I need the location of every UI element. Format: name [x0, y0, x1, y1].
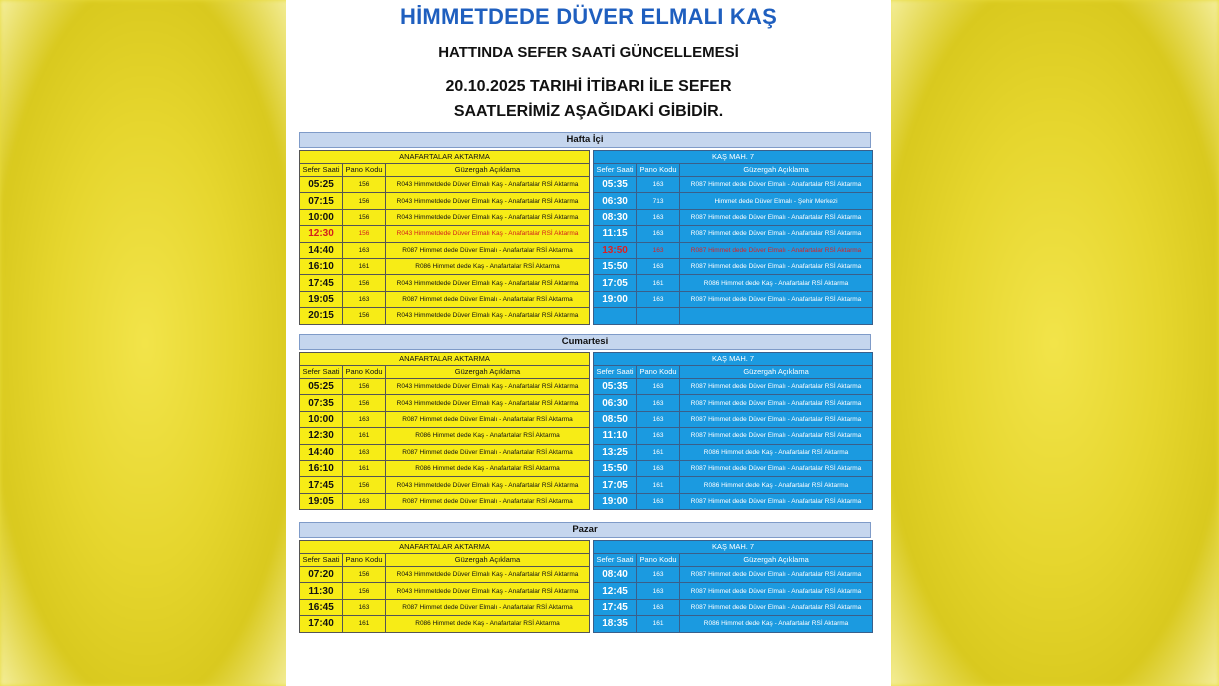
table-row [594, 379, 873, 395]
column-header-time: Sefer Saati [594, 164, 637, 177]
column-header-time: Sefer Saati [594, 554, 637, 567]
route-code: 163 [637, 177, 680, 193]
notice-line-2: SAATLERİMİZ AŞAĞIDAKİ GİBİDİR. [453, 103, 724, 120]
background-left [0, 0, 290, 686]
anafartalar-departures-table [299, 352, 590, 510]
departure-time: 17:40 [300, 616, 343, 632]
table-row [594, 616, 873, 632]
notice-line-1: 20.10.2025 TARIHİ İTİBARI İLE SEFER [445, 78, 732, 95]
departure-time: 17:05 [594, 275, 637, 291]
route-code: 161 [637, 477, 680, 493]
column-header-code: Pano Kodu [637, 554, 680, 567]
column-header-code: Pano Kodu [343, 554, 386, 567]
departure-time: 07:15 [300, 193, 343, 209]
route-code: 156 [343, 193, 386, 209]
route-description: R043 Himmetdede Düver Elmalı Kaş - Anafartalar RSİ Aktarma [386, 209, 590, 225]
column-header-time: Sefer Saati [594, 366, 637, 379]
departure-time: 05:35 [594, 177, 637, 193]
departure-time: 07:35 [300, 395, 343, 411]
departure-time: 16:45 [300, 599, 343, 615]
route-description: R086 Himmet dede Kaş - Anafartalar RSİ Aktarma [386, 460, 590, 476]
route-description: R087 Himmet dede Düver Elmalı - Anafartalar RSİ Aktarma [680, 411, 873, 427]
departure-time: 14:40 [300, 242, 343, 258]
schedule-page [286, 0, 891, 686]
route-description: R087 Himmet dede Düver Elmalı - Anafartalar RSİ Aktarma [680, 209, 873, 225]
route-code: 713 [637, 193, 680, 209]
departure-time: 15:50 [594, 460, 637, 476]
route-code: 163 [637, 209, 680, 225]
route-description: R043 Himmetdede Düver Elmalı Kaş - Anafartalar RSİ Aktarma [386, 583, 590, 599]
route-code: 163 [637, 567, 680, 583]
table-row [594, 583, 873, 599]
route-code: 161 [343, 616, 386, 632]
route-description: R087 Himmet dede Düver Elmalı - Anafartalar RSİ Aktarma [680, 428, 873, 444]
route-code: 163 [343, 599, 386, 615]
table-row [594, 193, 873, 209]
table-row [594, 395, 873, 411]
departure-time: 07:20 [300, 567, 343, 583]
kas-departures-table [593, 352, 873, 510]
table-row [594, 599, 873, 615]
route-description: R086 Himmet dede Kaş - Anafartalar RSİ Aktarma [680, 616, 873, 632]
table-row [594, 477, 873, 493]
departure-time: 06:30 [594, 395, 637, 411]
section-heading: Pazar [299, 522, 871, 538]
stop-name-header: KAŞ MAH. 7 [594, 541, 873, 554]
stop-name-header: KAŞ MAH. 7 [594, 151, 873, 164]
departure-time: 05:35 [594, 379, 637, 395]
departure-time: 13:25 [594, 444, 637, 460]
route-description: R043 Himmetdede Düver Elmalı Kaş - Anafartalar RSİ Aktarma [386, 177, 590, 193]
route-code: 163 [343, 291, 386, 307]
route-description: R086 Himmet dede Kaş - Anafartalar RSİ Aktarma [386, 258, 590, 274]
stop-name-header: ANAFARTALAR AKTARMA [300, 151, 590, 164]
column-header-code: Pano Kodu [343, 164, 386, 177]
table-row [300, 258, 590, 274]
route-description: R086 Himmet dede Kaş - Anafartalar RSİ Aktarma [386, 616, 590, 632]
column-header-code: Pano Kodu [343, 366, 386, 379]
route-code: 161 [343, 428, 386, 444]
route-code: 156 [343, 395, 386, 411]
route-code: 156 [343, 477, 386, 493]
route-code: 163 [637, 411, 680, 427]
column-header-route: Güzergah Açıklama [680, 366, 873, 379]
table-row [594, 242, 873, 258]
route-description: R087 Himmet dede Düver Elmalı - Anafartalar RSİ Aktarma [386, 599, 590, 615]
departure-time: 15:50 [594, 258, 637, 274]
route-description: R043 Himmetdede Düver Elmalı Kaş - Anafartalar RSİ Aktarma [386, 395, 590, 411]
departure-time: 17:45 [594, 599, 637, 615]
table-row [300, 567, 590, 583]
route-code: 163 [343, 411, 386, 427]
table-row [300, 599, 590, 615]
column-header-code: Pano Kodu [637, 366, 680, 379]
kas-departures-table [593, 150, 873, 325]
schedule-section [299, 334, 871, 510]
departure-time: 12:30 [300, 428, 343, 444]
route-description: R087 Himmet dede Düver Elmalı - Anafartalar RSİ Aktarma [680, 395, 873, 411]
departure-time: 17:45 [300, 275, 343, 291]
route-description: R087 Himmet dede Düver Elmalı - Anafartalar RSİ Aktarma [386, 411, 590, 427]
route-code: 161 [637, 444, 680, 460]
departure-time: 20:15 [300, 308, 343, 324]
table-row [594, 567, 873, 583]
route-code: 163 [637, 258, 680, 274]
route-description: R087 Himmet dede Düver Elmalı - Anafartalar RSİ Aktarma [680, 567, 873, 583]
departure-time: 08:40 [594, 567, 637, 583]
schedule-section [299, 132, 871, 325]
column-header-route: Güzergah Açıklama [386, 164, 590, 177]
departure-time: 05:25 [300, 177, 343, 193]
departure-time: 10:00 [300, 209, 343, 225]
table-row [594, 275, 873, 291]
column-header-route: Güzergah Açıklama [386, 366, 590, 379]
table-row [300, 291, 590, 307]
departure-time: 19:00 [594, 291, 637, 307]
route-description [680, 308, 873, 324]
table-row [300, 460, 590, 476]
background-right [889, 0, 1219, 686]
departure-time: 16:10 [300, 460, 343, 476]
table-row [594, 177, 873, 193]
route-description: R043 Himmetdede Düver Elmalı Kaş - Anafartalar RSİ Aktarma [386, 193, 590, 209]
route-code: 156 [343, 275, 386, 291]
departure-time: 08:50 [594, 411, 637, 427]
route-description: R087 Himmet dede Düver Elmalı - Anafartalar RSİ Aktarma [680, 258, 873, 274]
route-description: R086 Himmet dede Kaş - Anafartalar RSİ Aktarma [386, 428, 590, 444]
stop-name-header: KAŞ MAH. 7 [594, 353, 873, 366]
departure-time: 05:25 [300, 379, 343, 395]
table-row [300, 226, 590, 242]
table-row [300, 477, 590, 493]
route-description: R043 Himmetdede Düver Elmalı Kaş - Anafartalar RSİ Aktarma [386, 275, 590, 291]
route-code: 156 [343, 308, 386, 324]
departure-time [594, 308, 637, 324]
route-description: R087 Himmet dede Düver Elmalı - Anafartalar RSİ Aktarma [680, 291, 873, 307]
departure-time: 11:15 [594, 226, 637, 242]
departure-time: 12:45 [594, 583, 637, 599]
route-description: R086 Himmet dede Kaş - Anafartalar RSİ Aktarma [680, 275, 873, 291]
route-code: 161 [343, 460, 386, 476]
route-description: R087 Himmet dede Düver Elmalı - Anafartalar RSİ Aktarma [680, 493, 873, 509]
route-description: R087 Himmet dede Düver Elmalı - Anafartalar RSİ Aktarma [386, 291, 590, 307]
route-code: 156 [343, 177, 386, 193]
table-row [594, 258, 873, 274]
column-header-time: Sefer Saati [300, 164, 343, 177]
route-code: 163 [637, 493, 680, 509]
table-row [300, 583, 590, 599]
column-header-route: Güzergah Açıklama [386, 554, 590, 567]
route-code: 156 [343, 226, 386, 242]
departure-time: 16:10 [300, 258, 343, 274]
route-description: R043 Himmetdede Düver Elmalı Kaş - Anafartalar RSİ Aktarma [386, 477, 590, 493]
route-code: 163 [637, 428, 680, 444]
table-row [594, 493, 873, 509]
column-header-route: Güzergah Açıklama [680, 164, 873, 177]
table-row [594, 444, 873, 460]
column-header-route: Güzergah Açıklama [680, 554, 873, 567]
page-subtitle: HATTINDA SEFER SAATİ GÜNCELLEMESİ [438, 44, 739, 61]
departure-time: 19:05 [300, 291, 343, 307]
schedule-section [299, 522, 871, 633]
departure-time: 19:00 [594, 493, 637, 509]
table-row [300, 395, 590, 411]
departure-time: 10:00 [300, 411, 343, 427]
table-row [300, 411, 590, 427]
route-code: 163 [637, 460, 680, 476]
route-description: R087 Himmet dede Düver Elmalı - Anafartalar RSİ Aktarma [680, 379, 873, 395]
route-description: R087 Himmet dede Düver Elmalı - Anafartalar RSİ Aktarma [680, 460, 873, 476]
table-row [594, 428, 873, 444]
table-row [300, 193, 590, 209]
route-code: 163 [637, 379, 680, 395]
route-code: 161 [343, 258, 386, 274]
table-row [300, 177, 590, 193]
route-code: 163 [343, 444, 386, 460]
route-description: R087 Himmet dede Düver Elmalı - Anafartalar RSİ Aktarma [680, 583, 873, 599]
departure-time: 12:30 [300, 226, 343, 242]
table-row [300, 242, 590, 258]
table-row [300, 493, 590, 509]
route-code: 156 [343, 567, 386, 583]
route-code: 156 [343, 209, 386, 225]
table-row [300, 308, 590, 324]
table-row [300, 616, 590, 632]
column-header-time: Sefer Saati [300, 366, 343, 379]
route-code: 163 [637, 599, 680, 615]
table-row [594, 209, 873, 225]
column-header-time: Sefer Saati [300, 554, 343, 567]
table-row [300, 275, 590, 291]
departure-time: 19:05 [300, 493, 343, 509]
route-code: 163 [343, 493, 386, 509]
route-description: R087 Himmet dede Düver Elmalı - Anafartalar RSİ Aktarma [386, 493, 590, 509]
departure-time: 18:35 [594, 616, 637, 632]
section-heading: Cumartesi [299, 334, 871, 350]
route-code: 156 [343, 583, 386, 599]
table-row [594, 308, 873, 324]
departure-time: 11:10 [594, 428, 637, 444]
route-description: R087 Himmet dede Düver Elmalı - Anafartalar RSİ Aktarma [680, 177, 873, 193]
table-row [300, 209, 590, 225]
table-row [300, 444, 590, 460]
departure-time: 17:05 [594, 477, 637, 493]
route-code [637, 308, 680, 324]
departure-time: 13:50 [594, 242, 637, 258]
route-code: 163 [637, 242, 680, 258]
route-description: R087 Himmet dede Düver Elmalı - Anafartalar RSİ Aktarma [386, 444, 590, 460]
stop-name-header: ANAFARTALAR AKTARMA [300, 353, 590, 366]
departure-time: 08:30 [594, 209, 637, 225]
page-title: HİMMETDEDE DÜVER ELMALI KAŞ [400, 4, 777, 29]
anafartalar-departures-table [299, 150, 590, 325]
route-description: R043 Himmetdede Düver Elmalı Kaş - Anafartalar RSİ Aktarma [386, 226, 590, 242]
table-row [594, 460, 873, 476]
route-description: Himmet dede Düver Elmalı - Şehir Merkezi [680, 193, 873, 209]
departure-time: 14:40 [300, 444, 343, 460]
table-row [300, 428, 590, 444]
anafartalar-departures-table [299, 540, 590, 633]
route-description: R087 Himmet dede Düver Elmalı - Anafartalar RSİ Aktarma [680, 242, 873, 258]
route-description: R087 Himmet dede Düver Elmalı - Anafartalar RSİ Aktarma [680, 226, 873, 242]
route-description: R086 Himmet dede Kaş - Anafartalar RSİ Aktarma [680, 477, 873, 493]
route-code: 163 [343, 242, 386, 258]
table-row [300, 379, 590, 395]
route-code: 156 [343, 379, 386, 395]
table-row [594, 411, 873, 427]
route-code: 161 [637, 275, 680, 291]
route-code: 163 [637, 395, 680, 411]
departure-time: 06:30 [594, 193, 637, 209]
route-description: R043 Himmetdede Düver Elmalı Kaş - Anafartalar RSİ Aktarma [386, 308, 590, 324]
route-code: 163 [637, 226, 680, 242]
route-description: R043 Himmetdede Düver Elmalı Kaş - Anafartalar RSİ Aktarma [386, 379, 590, 395]
route-code: 161 [637, 616, 680, 632]
departure-time: 17:45 [300, 477, 343, 493]
table-row [594, 226, 873, 242]
route-description: R087 Himmet dede Düver Elmalı - Anafartalar RSİ Aktarma [680, 599, 873, 615]
route-description: R086 Himmet dede Kaş - Anafartalar RSİ Aktarma [680, 444, 873, 460]
route-code: 163 [637, 583, 680, 599]
route-code: 163 [637, 291, 680, 307]
section-heading: Hafta İçi [299, 132, 871, 148]
column-header-code: Pano Kodu [637, 164, 680, 177]
route-description: R087 Himmet dede Düver Elmalı - Anafartalar RSİ Aktarma [386, 242, 590, 258]
route-description: R043 Himmetdede Düver Elmalı Kaş - Anafartalar RSİ Aktarma [386, 567, 590, 583]
table-row [594, 291, 873, 307]
departure-time: 11:30 [300, 583, 343, 599]
kas-departures-table [593, 540, 873, 633]
stop-name-header: ANAFARTALAR AKTARMA [300, 541, 590, 554]
